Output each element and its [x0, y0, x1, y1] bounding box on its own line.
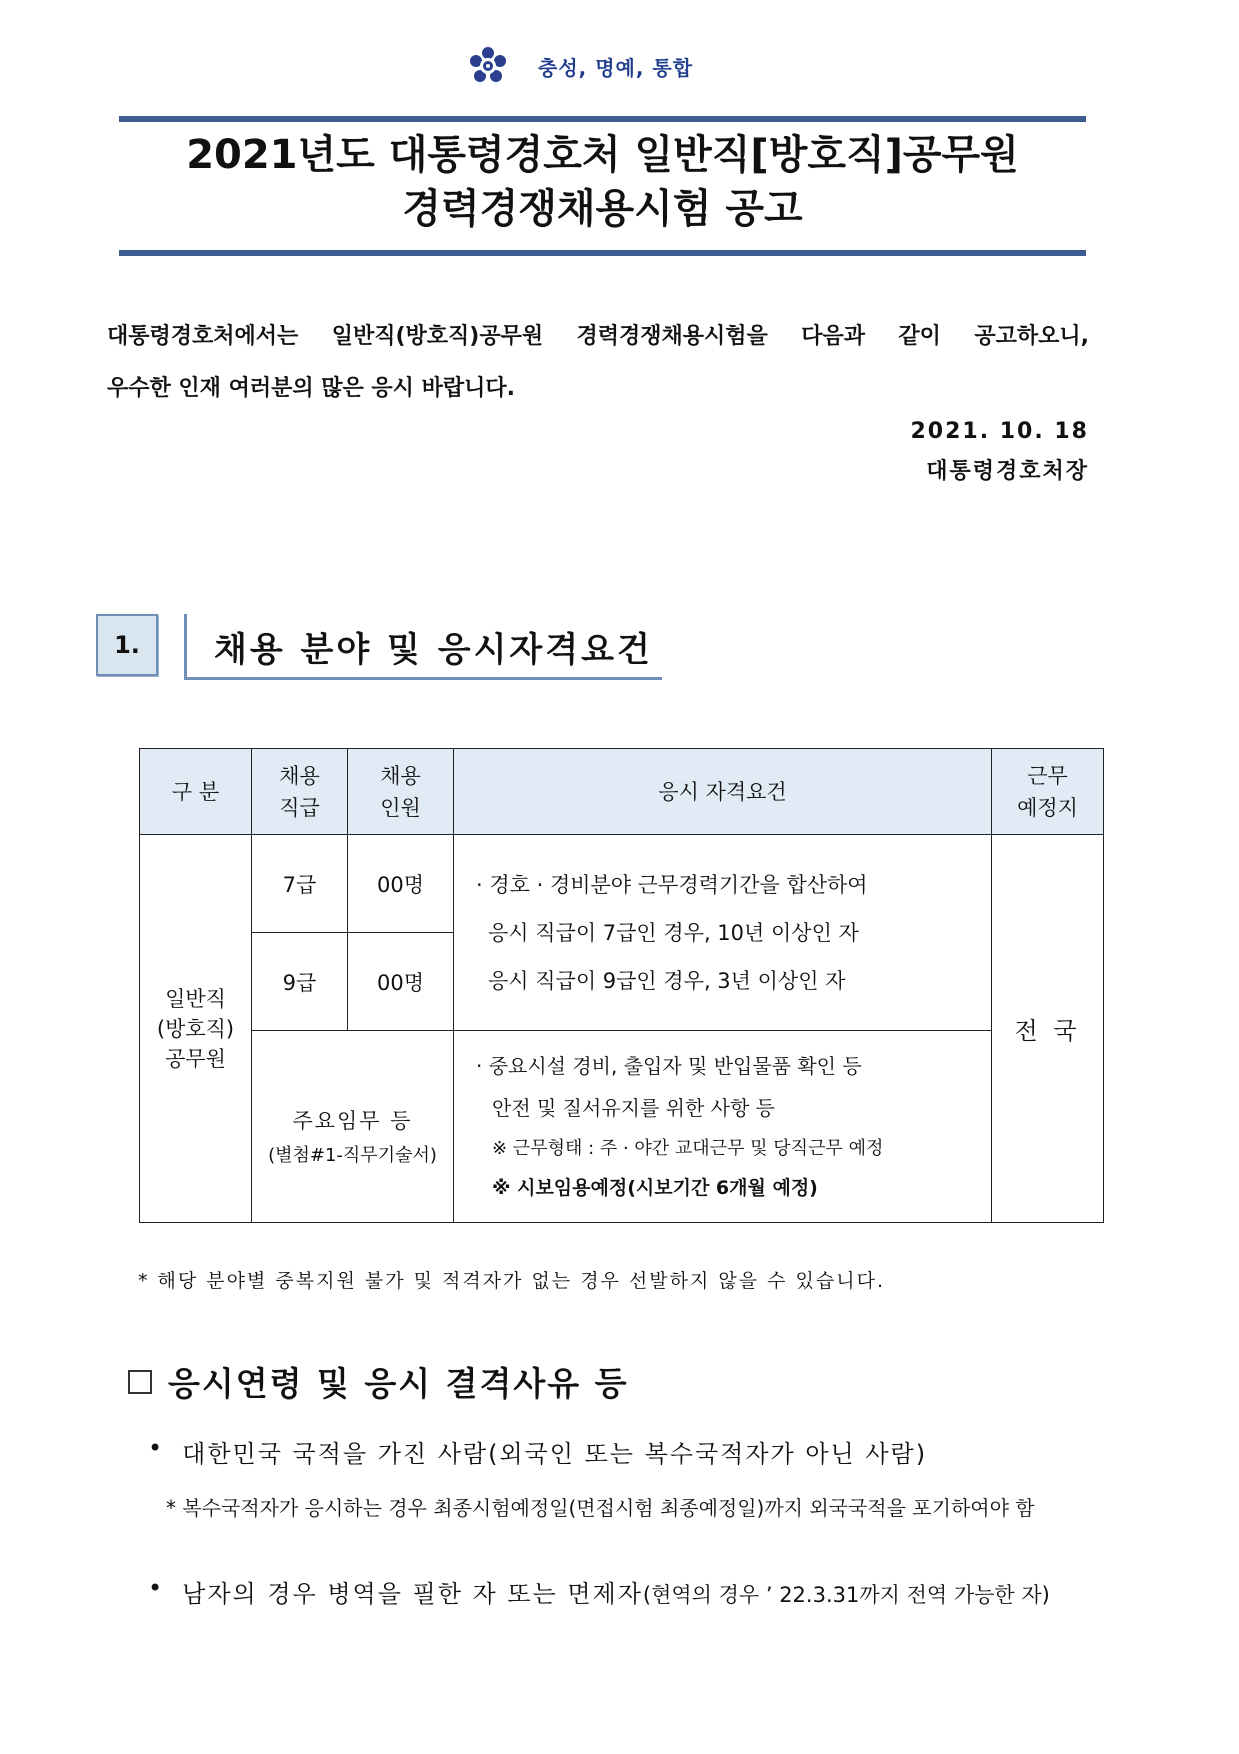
intro-paragraph [107, 311, 1089, 415]
table-header-row [140, 749, 1104, 835]
duties-reference: (별첨#1-직무기술서) [268, 1145, 437, 1166]
duties-label: 주요임무 등 [292, 1109, 413, 1133]
qualification-cell: · 경호 · 경비분야 근무경력기간을 합산하여 응시 직급이 7급인 경우, 10년 이상인 자 응시 직급이 9급인 경우, 3년 이상인 자 [454, 835, 992, 1031]
header-category: 구 분 [140, 749, 252, 835]
announcement-date: 2021. 10. 18 [910, 419, 1089, 444]
section-heading-vertical-bar [184, 614, 187, 680]
age-section-title: 응시연령 및 응시 결격사유 등 [168, 1364, 629, 1403]
section-title: 채용 분야 및 응시자격요건 [214, 630, 653, 670]
intro-line-2: 우수한 인재 여러분의 많은 응시 바랍니다. [107, 376, 515, 401]
grade-cell: 7급 [252, 835, 348, 933]
table-row [140, 1031, 1104, 1223]
section-heading-underline [184, 677, 662, 680]
list-item [148, 1574, 1050, 1609]
title-line-2: 경력경쟁채용시험 공고 [402, 186, 803, 232]
age-section-heading [128, 1358, 629, 1405]
header-qualification: 응시 자격요건 [454, 749, 992, 835]
header-motto [468, 46, 693, 86]
count-cell: 00명 [348, 835, 454, 933]
header-location: 근무 예정지 [992, 749, 1104, 835]
section-number: 1. [114, 631, 140, 659]
section-number-box [96, 614, 158, 676]
table-row [140, 835, 1104, 933]
duties-label-cell [252, 1031, 454, 1223]
issuer-name: 대통령경호처장 [926, 459, 1089, 484]
intro-line-1: 대통령경호처에서는 일반직(방호직)공무원 경력경쟁채용시험을 다음과 같이 공고하오니, [107, 324, 1089, 349]
bullet-dot-icon: • [148, 1574, 165, 1602]
bullet-subnote: * 복수국적자가 응시하는 경우 최종시험예정일(면접시험 최종예정일)까지 외국국적을 포기하여야 함 [166, 1496, 1035, 1520]
motto-text: 충성, 명예, 통합 [538, 55, 694, 80]
header-count: 채용 인원 [348, 749, 454, 835]
count-cell: 00명 [348, 933, 454, 1031]
duties-cell: · 중요시설 경비, 출입자 및 반입물품 확인 등 안전 및 질서유지를 위한 사항 등 ※ 근무형태 : 주 · 야간 교대근무 및 당직근무 예정 ※ 시보임용예정(시보기간 6개월 예정) [454, 1031, 992, 1223]
bullet-dot-icon: • [148, 1434, 165, 1462]
title-top-rule [119, 116, 1086, 122]
requirements-table [139, 748, 1104, 1223]
header-grade: 채용 직급 [252, 749, 348, 835]
signature-block [911, 412, 1090, 492]
table-footnote: * 해당 분야별 중복지원 불가 및 적격자가 없는 경우 선발하지 않을 수 있습니다. [138, 1270, 885, 1292]
bullet-text: 남자의 경우 병역을 필한 자 또는 면제자(현역의 경우 ’ 22.3.31까지 전역 가능한 자) [182, 1580, 1050, 1608]
location-cell: 전 국 [992, 835, 1104, 1223]
grade-cell: 9급 [252, 933, 348, 1031]
page-title [119, 128, 1086, 236]
bullet-text: 대한민국 국적을 가진 사람(외국인 또는 복수국적자가 아닌 사람) [182, 1440, 928, 1468]
title-line-1: 2021년도 대통령경호처 일반직[방호직]공무원 [186, 132, 1019, 178]
checkbox-square-icon [128, 1370, 152, 1394]
list-item [148, 1434, 927, 1469]
presidential-emblem-icon [468, 46, 508, 86]
category-cell: 일반직 (방호직) 공무원 [140, 835, 252, 1223]
title-bottom-rule [119, 250, 1086, 256]
